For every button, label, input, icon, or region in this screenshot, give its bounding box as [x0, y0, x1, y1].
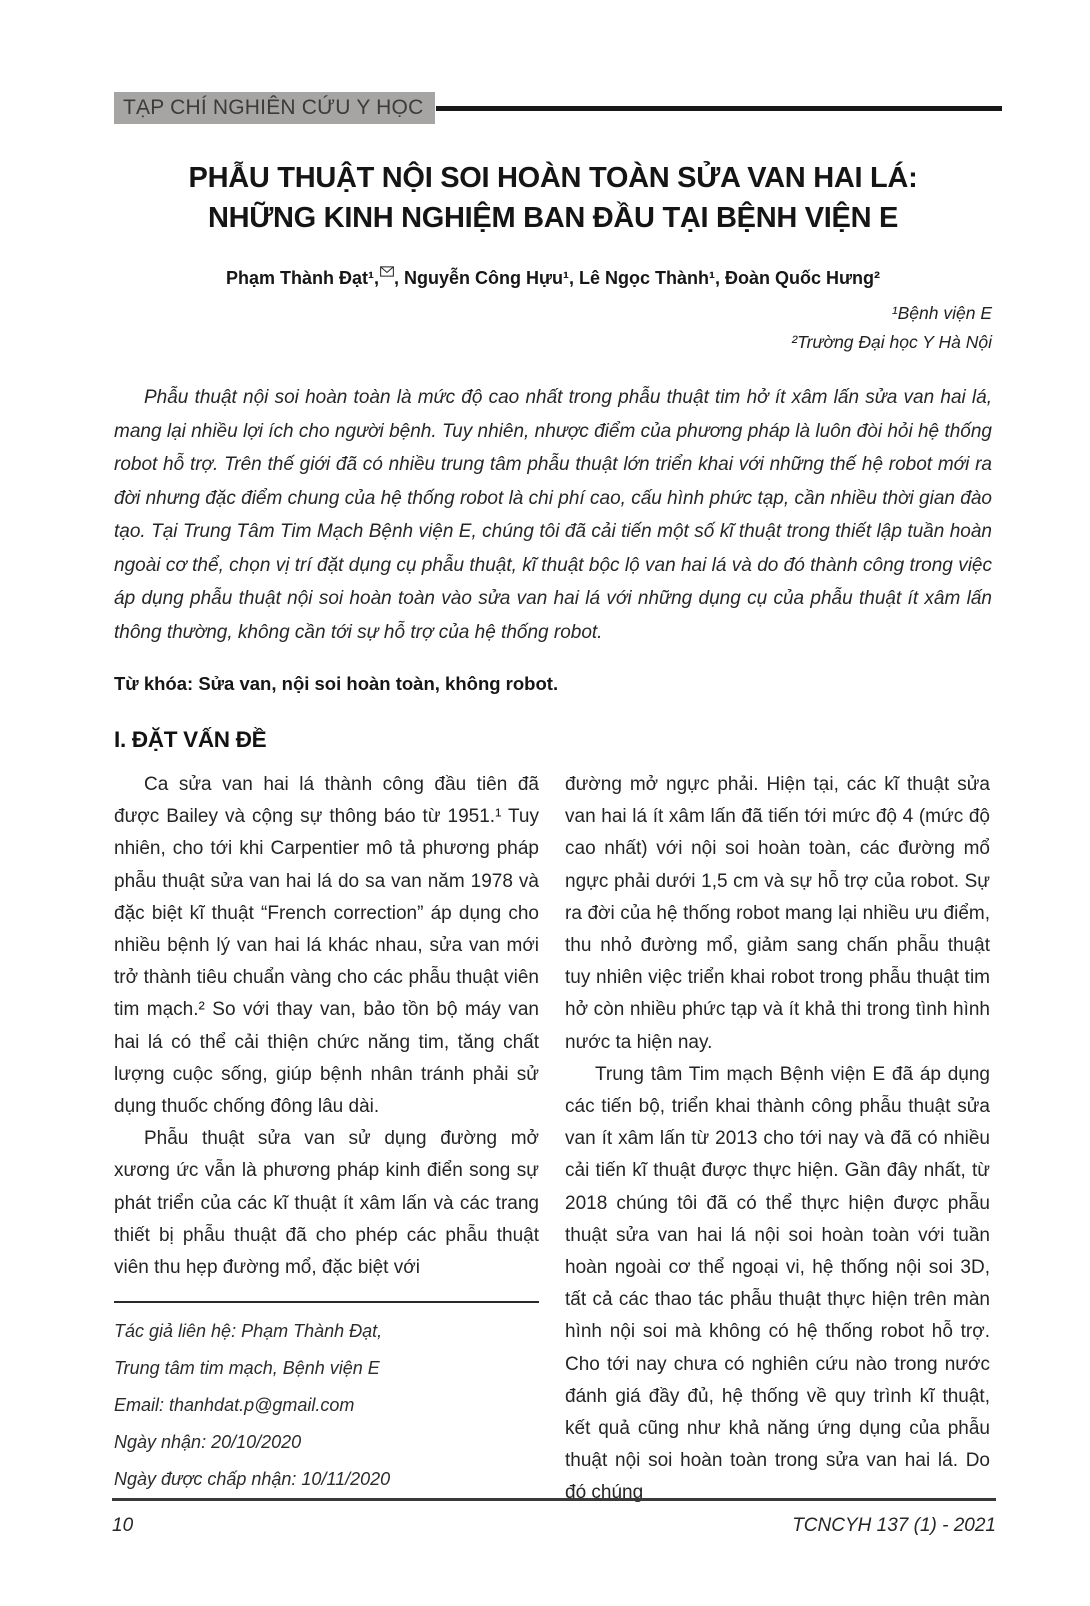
envelope-icon	[380, 268, 394, 280]
journal-header	[114, 92, 992, 124]
page	[0, 92, 1090, 1510]
authors-after: , Nguyễn Công Hựu¹, Lê Ngọc Thành¹, Đoàn Quốc Hưng²	[393, 268, 881, 288]
affiliation-2: ²Trường Đại học Y Hà Nội	[791, 332, 992, 352]
left-paragraph-2: Phẫu thuật sửa van sử dụng đường mở xương ức vẫn là phương pháp kinh điển song sự phát triển của các kĩ thuật ít xâm lấn và các trang thiết bị phẫu thuật đã cho phép các phẫu thuật viên thu hẹp đường mổ, đặc biệt với	[114, 1128, 539, 1279]
footnote-contact-affiliation: Trung tâm tim mạch, Bệnh viện E	[114, 1358, 380, 1379]
right-column	[565, 769, 990, 1510]
article-title	[114, 158, 992, 238]
right-paragraph-1: đường mở ngực phải. Hiện tại, các kĩ thuật sửa van hai lá ít xâm lấn đã tiến tới mức độ 4 (mức độ cao nhất) với nội soi hoàn toàn, các đường mổ ngực phải dưới 1,5 cm và sự hỗ trợ của robot. Sự ra đời của hệ thống robot mang lại nhiều ưu điểm, thu nhỏ đường mổ, giảm sang chấn phẫu thuật tuy nhiên việc triển khai robot trong phẫu thuật tim hở còn nhiều phức tạp và ít khả thi trong tình hình nước ta hiện nay.	[565, 774, 990, 1053]
header-rule	[436, 106, 1002, 111]
journal-reference: TCNCYH 137 (1) - 2021	[792, 1515, 996, 1536]
right-paragraph-2: Trung tâm Tim mạch Bệnh viện E đã áp dụng các tiến bộ, triển khai thành công phẫu thuật sửa van ít xâm lấn từ 2013 cho tới nay và đã có nhiều cải tiến kĩ thuật được thực hiện. Gần đây nhất, từ 2018 chúng tôi đã có thể thực hiện được phẫu thuật sửa van hai lá nội soi hoàn toàn với tuần hoàn ngoài cơ thể ngoại vi, hệ thống nội soi 3D, tất cả các thao tác phẫu thuật thực hiện trên màn hình nội soi mà không có hệ thống robot hỗ trợ. Cho tới nay chưa có nghiên cứu nào trong nước đánh giá đầy đủ, hệ thống về quy trình kĩ thuật, kết quả cũng như khả năng ứng dụng của phẫu thuật nội soi hoàn toàn trong sửa van hai lá. Do đó chúng	[565, 1063, 990, 1504]
authors-before: Phạm Thành Đạt¹,	[225, 268, 379, 288]
footnote-received-date: Ngày nhận: 20/10/2020	[114, 1432, 302, 1453]
body-columns	[114, 769, 992, 1510]
section-heading-dat-van-de: I. ĐẶT VẤN ĐỀ	[114, 727, 267, 752]
article-title-line1: PHẪU THUẬT NỘI SOI HOÀN TOÀN SỬA VAN HAI LÁ:	[188, 162, 918, 194]
affiliation-1: ¹Bệnh viện E	[891, 303, 992, 323]
left-paragraph-1: Ca sửa van hai lá thành công đầu tiên đã được Bailey và cộng sự thông báo từ 1951.¹ Tuy nhiên, cho tới khi Carpentier mô tả phương pháp phẫu thuật sửa van hai lá do sa van năm 1978 và đặc biệt kĩ thuật “French correction” áp dụng cho nhiều bệnh lý van hai lá khác nhau, sửa van mới trở thành tiêu chuẩn vàng cho các phẫu thuật viên tim mạch.² So với thay van, bảo tồn bộ máy van hai lá có thể cải thiện chức năng tim, tăng chất lượng cuộc sống, giúp bệnh nhân tránh phải sử dụng thuốc chống đông lâu dài.	[114, 774, 539, 1118]
keywords-line: Từ khóa: Sửa van, nội soi hoàn toàn, không robot.	[114, 673, 559, 694]
page-footer	[112, 1498, 996, 1537]
footnote-divider	[114, 1301, 539, 1303]
footnote-contact-email: Email: thanhdat.p@gmail.com	[114, 1395, 355, 1416]
footnote-accepted-date: Ngày được chấp nhận: 10/11/2020	[114, 1469, 391, 1490]
article-title-line2: NHỮNG KINH NGHIỆM BAN ĐẦU TẠI BỆNH VIỆN E	[207, 202, 899, 234]
authors-line	[114, 266, 992, 289]
journal-name-badge: TẠP CHÍ NGHIÊN CỨU Y HỌC	[114, 92, 435, 124]
abstract-text: Phẫu thuật nội soi hoàn toàn là mức độ cao nhất trong phẫu thuật tim hở ít xâm lấn sửa van hai lá, mang lại nhiều lợi ích cho người bệnh. Tuy nhiên, nhược điểm của phương pháp là luôn đòi hỏi hệ thống robot hỗ trợ. Trên thế giới đã có nhiều trung tâm phẫu thuật lớn triển khai với những thế hệ robot mới ra đời nhưng đặc điểm chung của hệ thống robot là chi phí cao, cấu hình phức tạp, cần nhiều thời gian đào tạo. Tại Trung Tâm Tim Mạch Bệnh viện E, chúng tôi đã cải tiến một số kĩ thuật trong thiết lập tuần hoàn ngoài cơ thể, chọn vị trí đặt dụng cụ phẫu thuật, kĩ thuật bộc lộ van hai lá và do đó thành công trong việc áp dụng phẫu thuật nội soi hoàn toàn vào sửa van hai lá với những dụng cụ của phẫu thuật ít xâm lấn thông thường, không cần tới sự hỗ trợ của hệ thống robot.	[114, 387, 992, 643]
left-column	[114, 769, 539, 1510]
footnote-contact-name: Tác giả liên hệ: Phạm Thành Đạt,	[114, 1321, 383, 1342]
page-number: 10	[112, 1515, 134, 1536]
corresponding-author-footnote	[114, 1313, 539, 1498]
affiliations	[114, 299, 992, 357]
